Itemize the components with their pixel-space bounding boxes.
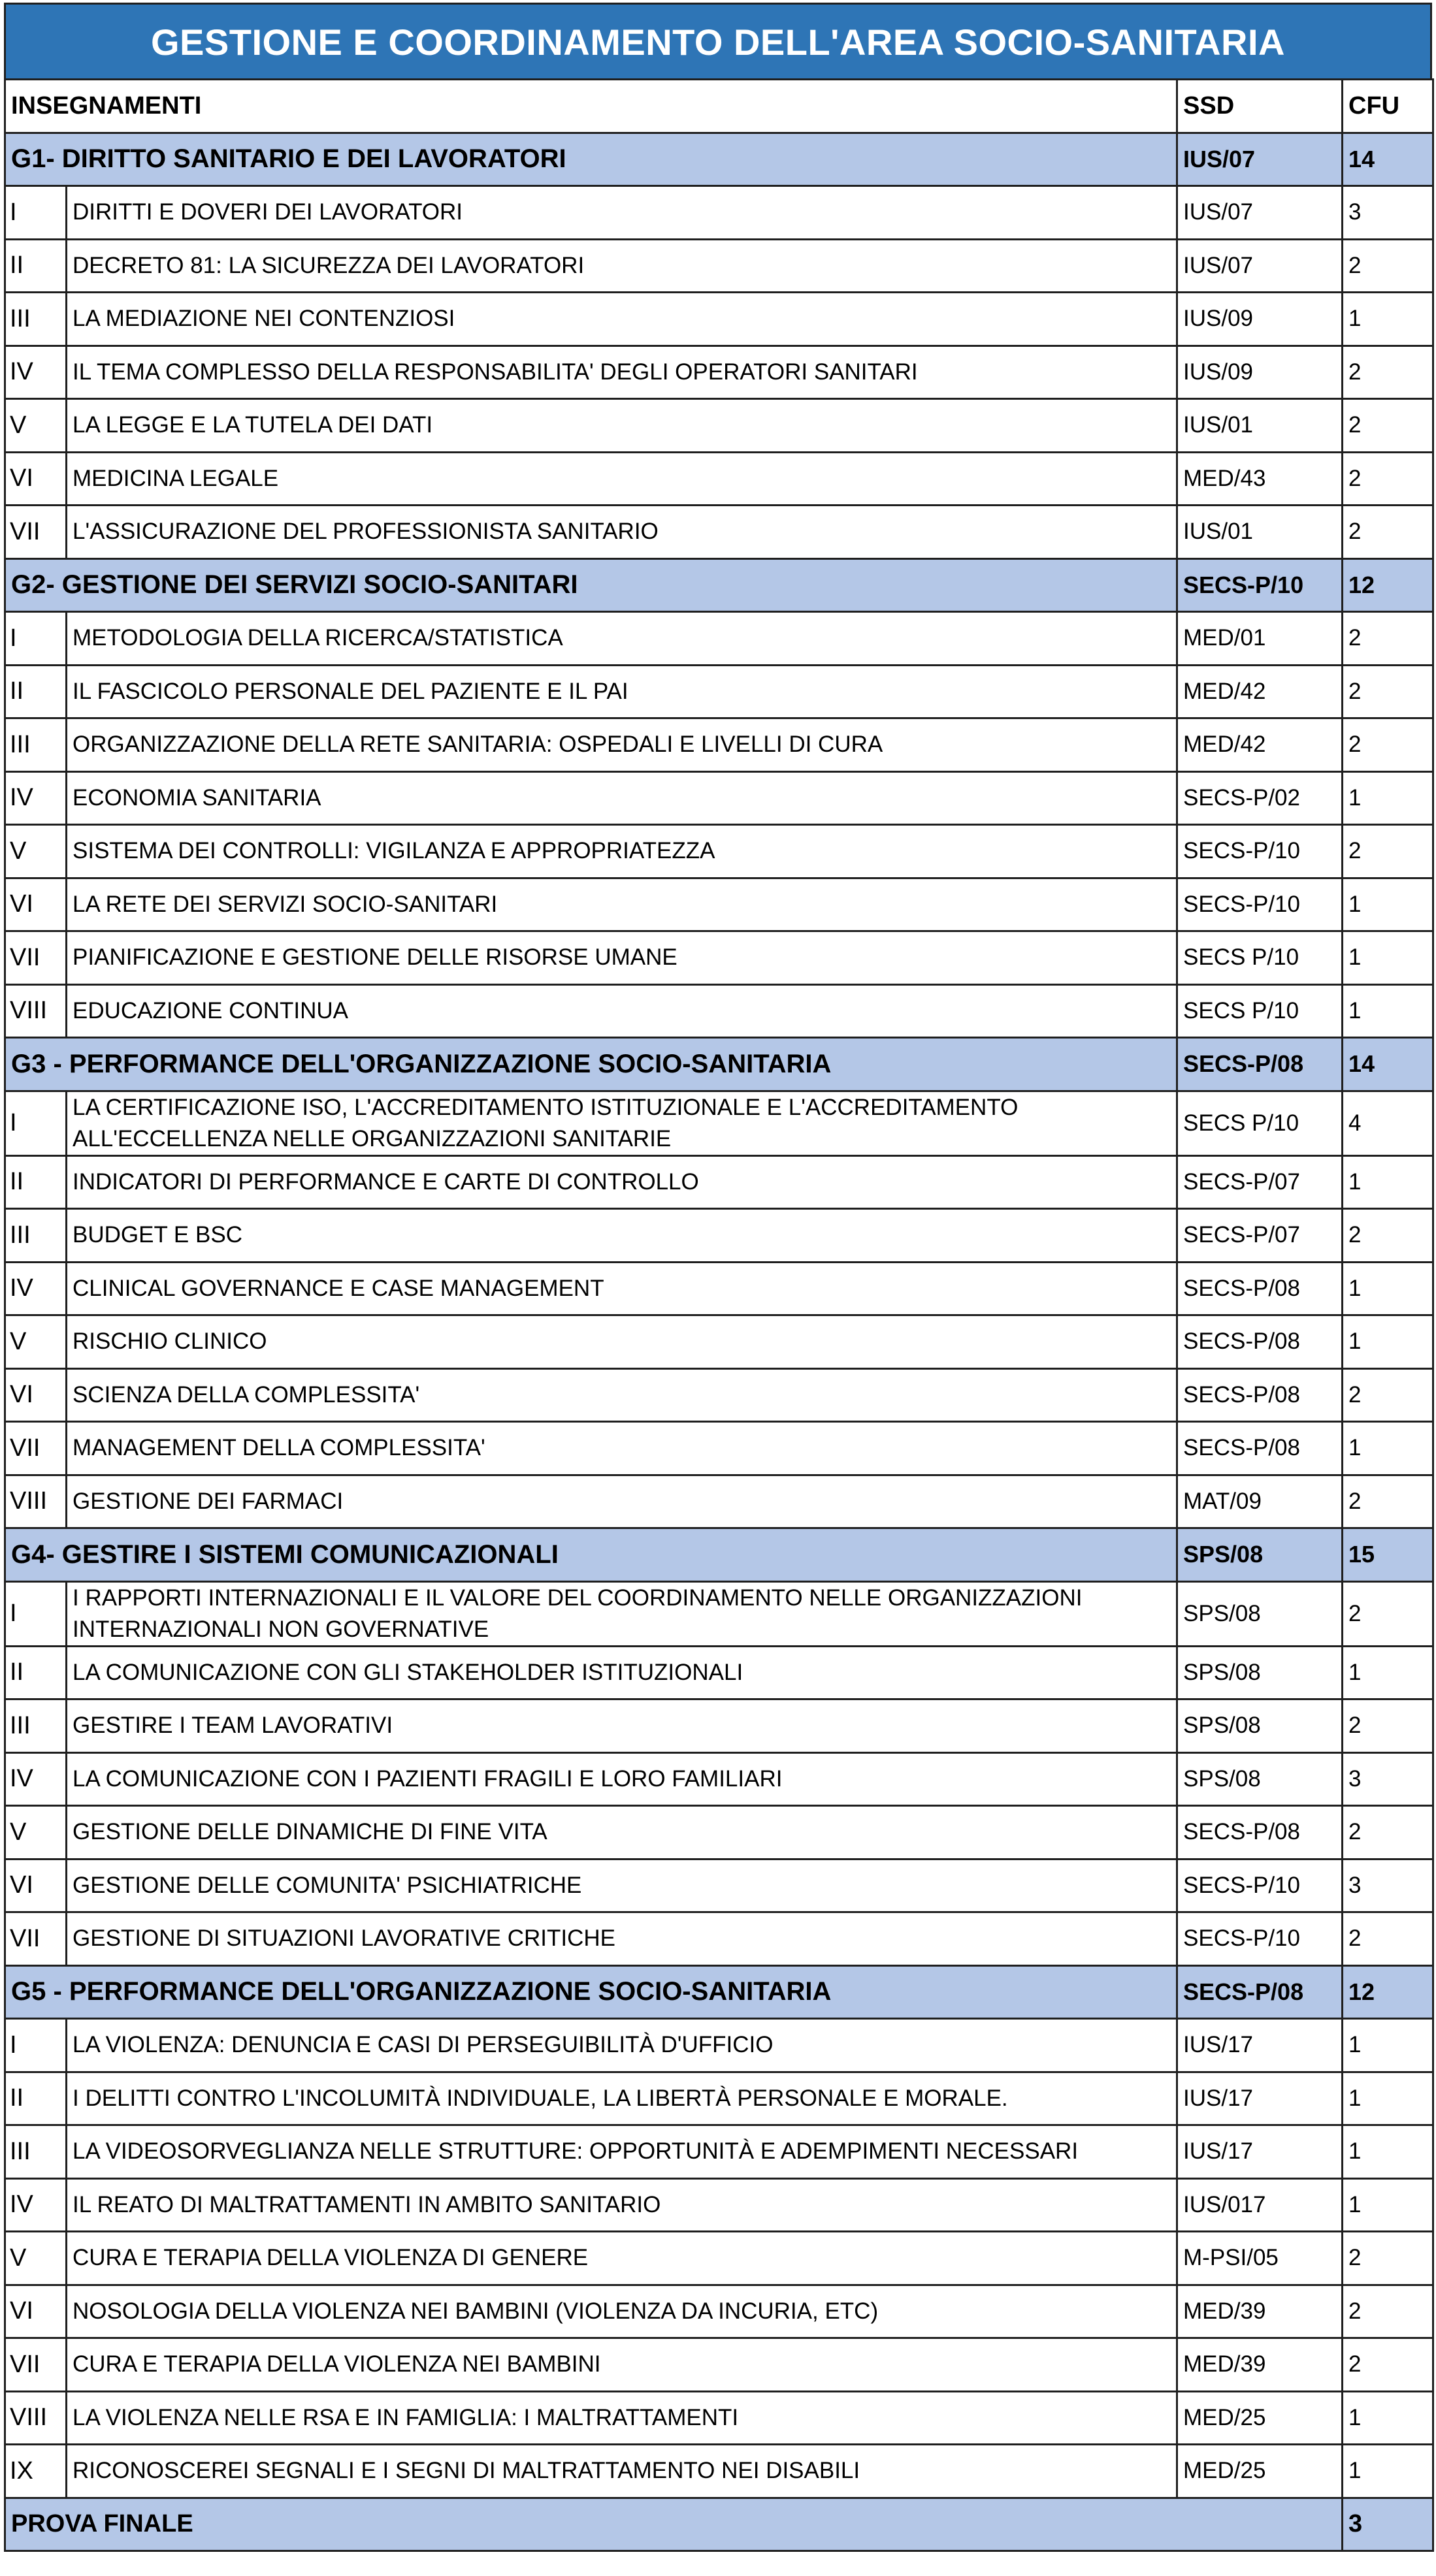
course-name: LA VIOLENZA NELLE RSA E IN FAMIGLIA: I MALTRATTAMENTI [67, 2391, 1177, 2445]
course-name: LA LEGGE E LA TUTELA DEI DATI [67, 399, 1177, 453]
course-number: II [5, 665, 67, 718]
table-row [5, 1368, 1433, 1422]
course-number: VIII [5, 1475, 67, 1528]
course-number: I [5, 2019, 67, 2072]
course-name: ECONOMIA SANITARIA [67, 771, 1177, 825]
course-cfu: 3 [1343, 186, 1433, 240]
course-ssd: SECS-P/08 [1177, 1262, 1343, 1315]
course-name: PIANIFICAZIONE E GESTIONE DELLE RISORSE UMANE [67, 931, 1177, 985]
course-ssd: MED/39 [1177, 2338, 1343, 2392]
course-number: II [5, 1155, 67, 1209]
table-row [5, 2285, 1433, 2338]
table-row [5, 931, 1433, 985]
course-cfu: 2 [1343, 399, 1433, 453]
course-cfu: 2 [1343, 1699, 1433, 1753]
course-cfu: 2 [1343, 346, 1433, 399]
course-name: GESTIONE DEI FARMACI [67, 1475, 1177, 1528]
course-cfu: 3 [1343, 1752, 1433, 1806]
course-name: MEDICINA LEGALE [67, 452, 1177, 506]
group-ssd: SECS-P/08 [1177, 1965, 1343, 2019]
course-cfu: 2 [1343, 1581, 1433, 1646]
course-number: I [5, 1581, 67, 1646]
course-name: CURA E TERAPIA DELLA VIOLENZA DI GENERE [67, 2232, 1177, 2285]
table-row [5, 2338, 1433, 2392]
course-cfu: 2 [1343, 1475, 1433, 1528]
course-name: DECRETO 81: LA SICUREZZA DEI LAVORATORI [67, 239, 1177, 293]
course-name: GESTIONE DELLE COMUNITA' PSICHIATRICHE [67, 1859, 1177, 1912]
course-name: LA COMUNICAZIONE CON I PAZIENTI FRAGILI E LORO FAMILIARI [67, 1752, 1177, 1806]
course-cfu: 2 [1343, 1912, 1433, 1966]
course-number: III [5, 2125, 67, 2179]
course-cfu: 2 [1343, 2285, 1433, 2338]
course-number: VII [5, 506, 67, 559]
course-ssd: M-PSI/05 [1177, 2232, 1343, 2285]
course-name: LA MEDIAZIONE NEI CONTENZIOSI [67, 293, 1177, 346]
course-number: III [5, 1209, 67, 1263]
course-number: III [5, 293, 67, 346]
course-name: I DELITTI CONTRO L'INCOLUMITÀ INDIVIDUALE, LA LIBERTÀ PERSONALE E MORALE. [67, 2072, 1177, 2125]
course-cfu: 2 [1343, 239, 1433, 293]
table-row [5, 1422, 1433, 1475]
course-number: IV [5, 346, 67, 399]
course-number: VI [5, 1368, 67, 1422]
course-cfu: 1 [1343, 771, 1433, 825]
table-row [5, 2072, 1433, 2125]
table-row [5, 2178, 1433, 2232]
course-name: SCIENZA DELLA COMPLESSITA' [67, 1368, 1177, 1422]
course-ssd: SECS-P/08 [1177, 1368, 1343, 1422]
course-cfu: 1 [1343, 1155, 1433, 1209]
group-cfu: 15 [1343, 1528, 1433, 1582]
course-ssd: SECS-P/02 [1177, 771, 1343, 825]
course-name: EDUCAZIONE CONTINUA [67, 984, 1177, 1038]
course-number: VII [5, 1422, 67, 1475]
course-ssd: IUS/17 [1177, 2125, 1343, 2179]
course-cfu: 2 [1343, 2232, 1433, 2285]
table-row [5, 1262, 1433, 1315]
course-number: V [5, 825, 67, 878]
course-name: LA COMUNICAZIONE CON GLI STAKEHOLDER ISTITUZIONALI [67, 1646, 1177, 1699]
course-name: LA VIOLENZA: DENUNCIA E CASI DI PERSEGUIBILITÀ D'UFFICIO [67, 2019, 1177, 2072]
course-number: V [5, 399, 67, 453]
table-row [5, 239, 1433, 293]
table-row [5, 1806, 1433, 1860]
course-ssd: IUS/07 [1177, 186, 1343, 240]
group-title: G1- DIRITTO SANITARIO E DEI LAVORATORI [5, 133, 1177, 186]
table-row [5, 878, 1433, 931]
course-cfu: 1 [1343, 931, 1433, 985]
course-ssd: MED/43 [1177, 452, 1343, 506]
course-number: V [5, 1806, 67, 1860]
group-cfu: 14 [1343, 133, 1433, 186]
course-number: VI [5, 452, 67, 506]
course-cfu: 1 [1343, 984, 1433, 1038]
table-row [5, 1091, 1433, 1155]
course-cfu: 4 [1343, 1091, 1433, 1155]
group-header-row [5, 558, 1433, 612]
course-ssd: SECS-P/07 [1177, 1209, 1343, 1263]
page-title: GESTIONE E COORDINAMENTO DELL'AREA SOCIO-SANITARIA [4, 3, 1432, 78]
course-ssd: MED/25 [1177, 2391, 1343, 2445]
table-row [5, 1699, 1433, 1753]
course-ssd: IUS/01 [1177, 506, 1343, 559]
table-row [5, 612, 1433, 666]
courses-table [4, 78, 1434, 2552]
course-cfu: 1 [1343, 2445, 1433, 2498]
course-number: V [5, 2232, 67, 2285]
course-cfu: 2 [1343, 506, 1433, 559]
course-cfu: 2 [1343, 1368, 1433, 1422]
course-number: VI [5, 2285, 67, 2338]
course-name: LA CERTIFICAZIONE ISO, L'ACCREDITAMENTO ISTITUZIONALE E L'ACCREDITAMENTO ALL'ECCELLENZA NELLE ORGANIZZAZIONI SANITARIE [67, 1091, 1177, 1155]
header-cfu: CFU [1343, 80, 1433, 133]
final-exam-cfu: 3 [1343, 2498, 1433, 2551]
group-header-row [5, 133, 1433, 186]
course-name: METODOLOGIA DELLA RICERCA/STATISTICA [67, 612, 1177, 666]
course-ssd: SECS P/10 [1177, 984, 1343, 1038]
course-number: VII [5, 2338, 67, 2392]
course-name: L'ASSICURAZIONE DEL PROFESSIONISTA SANITARIO [67, 506, 1177, 559]
table-row [5, 1209, 1433, 1263]
table-row [5, 346, 1433, 399]
course-cfu: 2 [1343, 1806, 1433, 1860]
course-cfu: 2 [1343, 665, 1433, 718]
course-ssd: SECS-P/10 [1177, 1912, 1343, 1966]
course-ssd: MED/01 [1177, 612, 1343, 666]
table-row [5, 293, 1433, 346]
course-ssd: SECS-P/08 [1177, 1806, 1343, 1860]
table-row [5, 1646, 1433, 1699]
course-name: ORGANIZZAZIONE DELLA RETE SANITARIA: OSPEDALI E LIVELLI DI CURA [67, 718, 1177, 772]
course-number: II [5, 239, 67, 293]
table-row [5, 1155, 1433, 1209]
table-row [5, 1752, 1433, 1806]
course-cfu: 2 [1343, 612, 1433, 666]
course-ssd: SECS-P/08 [1177, 1422, 1343, 1475]
course-ssd: SECS-P/10 [1177, 1859, 1343, 1912]
table-row [5, 1912, 1433, 1966]
course-ssd: SPS/08 [1177, 1699, 1343, 1753]
group-ssd: IUS/07 [1177, 133, 1343, 186]
course-number: IV [5, 1752, 67, 1806]
course-name: IL FASCICOLO PERSONALE DEL PAZIENTE E IL PAI [67, 665, 1177, 718]
course-name: SISTEMA DEI CONTROLLI: VIGILANZA E APPROPRIATEZZA [67, 825, 1177, 878]
course-number: VI [5, 878, 67, 931]
group-title: G3 - PERFORMANCE DELL'ORGANIZZAZIONE SOCIO-SANITARIA [5, 1038, 1177, 1091]
course-cfu: 2 [1343, 1209, 1433, 1263]
course-cfu: 2 [1343, 825, 1433, 878]
group-header-row [5, 1965, 1433, 2019]
course-ssd: SPS/08 [1177, 1646, 1343, 1699]
final-exam-row [5, 2498, 1433, 2551]
course-name: DIRITTI E DOVERI DEI LAVORATORI [67, 186, 1177, 240]
course-number: VII [5, 931, 67, 985]
course-ssd: IUS/01 [1177, 399, 1343, 453]
table-row [5, 771, 1433, 825]
course-name: GESTIONE DI SITUAZIONI LAVORATIVE CRITICHE [67, 1912, 1177, 1966]
course-cfu: 1 [1343, 2178, 1433, 2232]
course-number: II [5, 2072, 67, 2125]
course-number: III [5, 1699, 67, 1753]
course-name: NOSOLOGIA DELLA VIOLENZA NEI BAMBINI (VIOLENZA DA INCURIA, ETC) [67, 2285, 1177, 2338]
table-row [5, 1475, 1433, 1528]
course-number: VI [5, 1859, 67, 1912]
course-number: VIII [5, 984, 67, 1038]
header-ssd: SSD [1177, 80, 1343, 133]
course-ssd: IUS/17 [1177, 2072, 1343, 2125]
table-row [5, 984, 1433, 1038]
course-ssd: IUS/09 [1177, 293, 1343, 346]
course-cfu: 1 [1343, 2072, 1433, 2125]
course-number: VII [5, 1912, 67, 1966]
table-row [5, 2445, 1433, 2498]
course-cfu: 1 [1343, 878, 1433, 931]
course-ssd: IUS/17 [1177, 2019, 1343, 2072]
final-exam-label: PROVA FINALE [5, 2498, 1343, 2551]
course-ssd: SECS-P/07 [1177, 1155, 1343, 1209]
course-number: V [5, 1315, 67, 1369]
course-number: I [5, 186, 67, 240]
course-name: IL TEMA COMPLESSO DELLA RESPONSABILITA' DEGLI OPERATORI SANITARI [67, 346, 1177, 399]
course-number: I [5, 612, 67, 666]
course-cfu: 2 [1343, 2338, 1433, 2392]
table-row [5, 1315, 1433, 1369]
course-name: BUDGET E BSC [67, 1209, 1177, 1263]
course-name: CURA E TERAPIA DELLA VIOLENZA NEI BAMBINI [67, 2338, 1177, 2392]
group-ssd: SPS/08 [1177, 1528, 1343, 1582]
table-row [5, 2391, 1433, 2445]
course-ssd: MED/39 [1177, 2285, 1343, 2338]
course-ssd: MED/42 [1177, 665, 1343, 718]
course-name: LA VIDEOSORVEGLIANZA NELLE STRUTTURE: OPPORTUNITÀ E ADEMPIMENTI NECESSARI [67, 2125, 1177, 2179]
table-row [5, 718, 1433, 772]
table-row [5, 825, 1433, 878]
group-ssd: SECS-P/08 [1177, 1038, 1343, 1091]
course-ssd: IUS/017 [1177, 2178, 1343, 2232]
course-name: LA RETE DEI SERVIZI SOCIO-SANITARI [67, 878, 1177, 931]
course-name: IL REATO DI MALTRATTAMENTI IN AMBITO SANITARIO [67, 2178, 1177, 2232]
table-row [5, 2125, 1433, 2179]
course-cfu: 1 [1343, 1262, 1433, 1315]
course-name: RICONOSCEREI SEGNALI E I SEGNI DI MALTRATTAMENTO NEI DISABILI [67, 2445, 1177, 2498]
course-name: I RAPPORTI INTERNAZIONALI E IL VALORE DEL COORDINAMENTO NELLE ORGANIZZAZIONI INTERNAZIONALI NON GOVERNATIVE [67, 1581, 1177, 1646]
group-title: G2- GESTIONE DEI SERVIZI SOCIO-SANITARI [5, 558, 1177, 612]
course-number: III [5, 718, 67, 772]
group-title: G5 - PERFORMANCE DELL'ORGANIZZAZIONE SOCIO-SANITARIA [5, 1965, 1177, 2019]
table-row [5, 186, 1433, 240]
course-number: I [5, 1091, 67, 1155]
course-cfu: 3 [1343, 1859, 1433, 1912]
course-ssd: MED/42 [1177, 718, 1343, 772]
course-ssd: MED/25 [1177, 2445, 1343, 2498]
course-name: INDICATORI DI PERFORMANCE E CARTE DI CONTROLLO [67, 1155, 1177, 1209]
course-ssd: SECS-P/10 [1177, 825, 1343, 878]
group-ssd: SECS-P/10 [1177, 558, 1343, 612]
course-name: GESTIONE DELLE DINAMICHE DI FINE VITA [67, 1806, 1177, 1860]
group-cfu: 12 [1343, 1965, 1433, 2019]
table-row [5, 506, 1433, 559]
course-ssd: SPS/08 [1177, 1581, 1343, 1646]
course-cfu: 1 [1343, 1646, 1433, 1699]
course-cfu: 1 [1343, 1422, 1433, 1475]
course-name: MANAGEMENT DELLA COMPLESSITA' [67, 1422, 1177, 1475]
table-row [5, 1859, 1433, 1912]
course-ssd: SECS P/10 [1177, 1091, 1343, 1155]
curriculum-sheet [4, 3, 1432, 2573]
table-row [5, 2232, 1433, 2285]
course-cfu: 1 [1343, 1315, 1433, 1369]
course-ssd: IUS/07 [1177, 239, 1343, 293]
table-header-row [5, 80, 1433, 133]
course-ssd: SECS-P/10 [1177, 878, 1343, 931]
group-header-row [5, 1528, 1433, 1582]
course-number: II [5, 1646, 67, 1699]
group-title: G4- GESTIRE I SISTEMI COMUNICAZIONALI [5, 1528, 1177, 1582]
course-number: IX [5, 2445, 67, 2498]
course-ssd: IUS/09 [1177, 346, 1343, 399]
course-cfu: 1 [1343, 2019, 1433, 2072]
course-ssd: SECS P/10 [1177, 931, 1343, 985]
group-cfu: 12 [1343, 558, 1433, 612]
course-name: RISCHIO CLINICO [67, 1315, 1177, 1369]
course-cfu: 1 [1343, 2391, 1433, 2445]
course-cfu: 1 [1343, 2125, 1433, 2179]
course-ssd: MAT/09 [1177, 1475, 1343, 1528]
course-name: GESTIRE I TEAM LAVORATIVI [67, 1699, 1177, 1753]
course-ssd: SECS-P/08 [1177, 1315, 1343, 1369]
course-number: IV [5, 771, 67, 825]
table-row [5, 1581, 1433, 1646]
course-number: IV [5, 2178, 67, 2232]
header-insegnamenti: INSEGNAMENTI [5, 80, 1177, 133]
course-cfu: 1 [1343, 293, 1433, 346]
course-ssd: SPS/08 [1177, 1752, 1343, 1806]
group-header-row [5, 1038, 1433, 1091]
course-name: CLINICAL GOVERNANCE E CASE MANAGEMENT [67, 1262, 1177, 1315]
course-number: VIII [5, 2391, 67, 2445]
table-row [5, 665, 1433, 718]
table-row [5, 452, 1433, 506]
course-cfu: 2 [1343, 718, 1433, 772]
group-cfu: 14 [1343, 1038, 1433, 1091]
course-number: IV [5, 1262, 67, 1315]
table-row [5, 2019, 1433, 2072]
table-row [5, 399, 1433, 453]
course-cfu: 2 [1343, 452, 1433, 506]
